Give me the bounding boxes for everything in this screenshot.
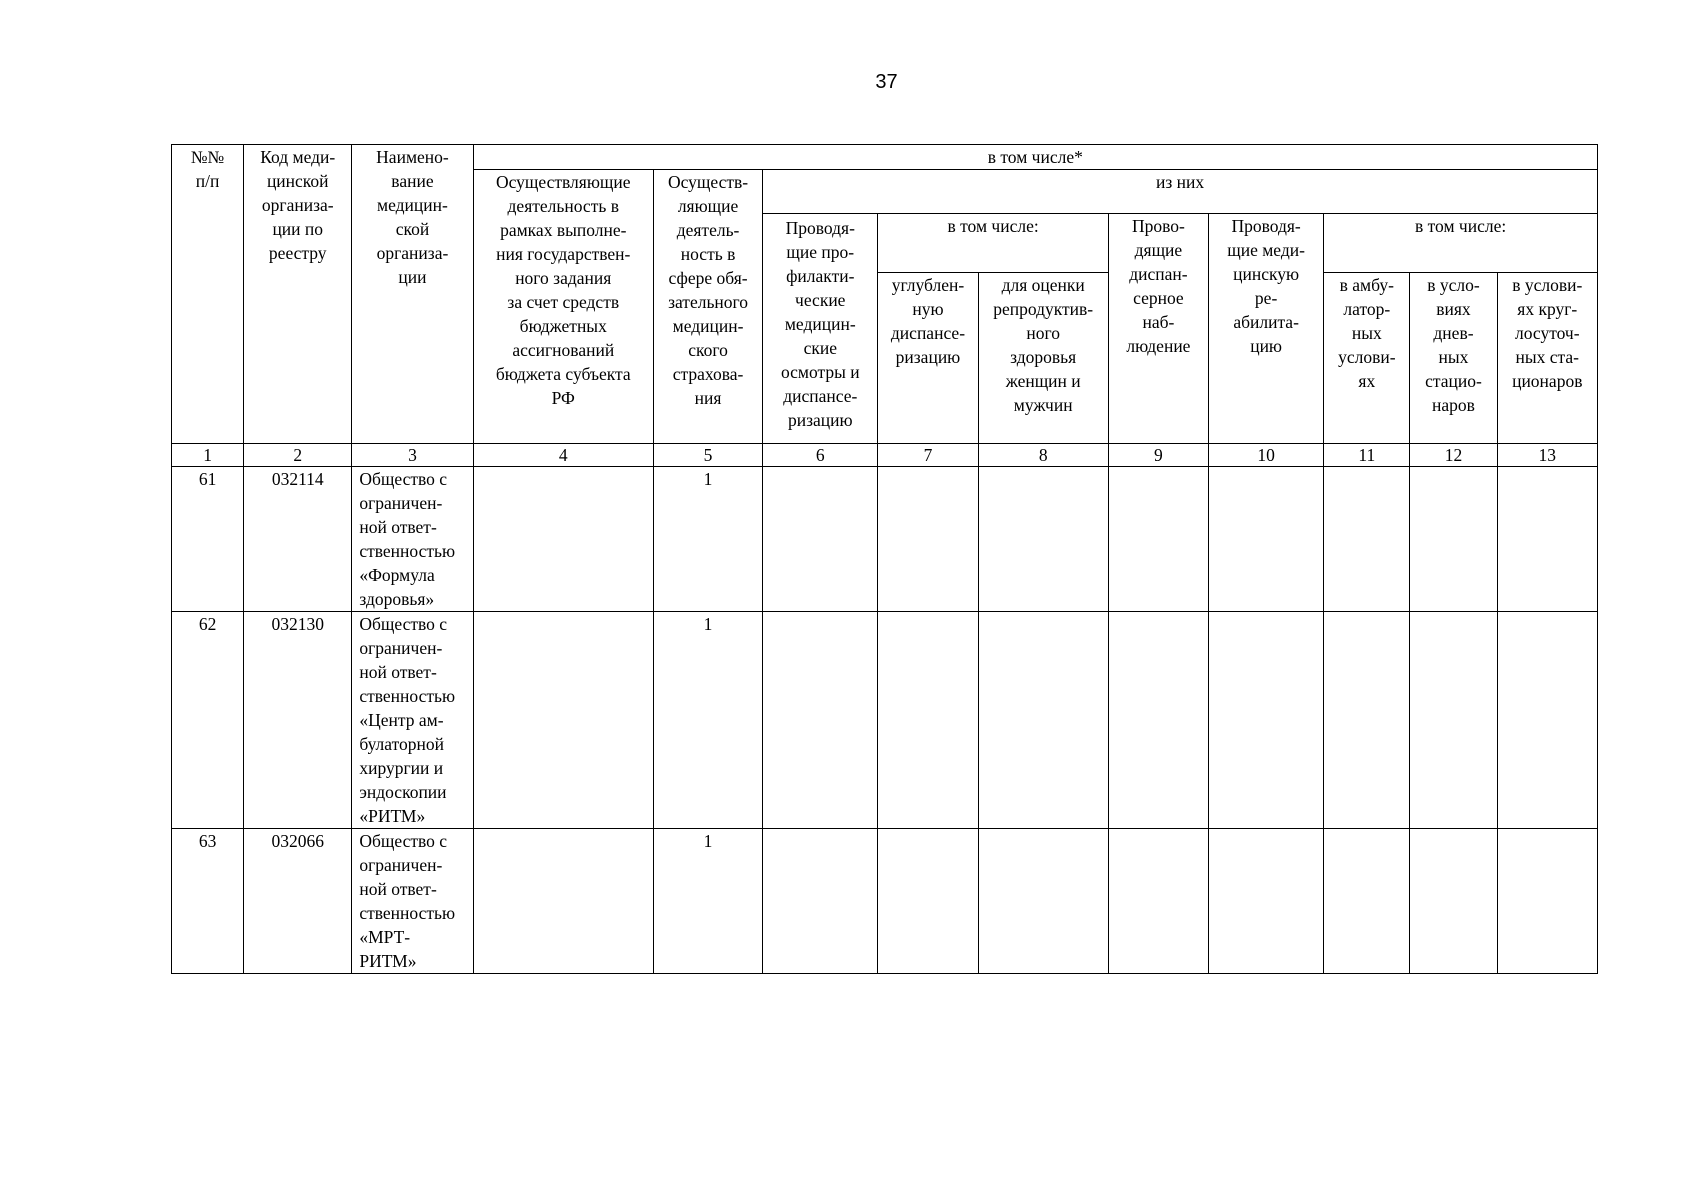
row-number: 62	[172, 612, 244, 829]
text-line: ре-	[1254, 288, 1278, 308]
text-line: ственностью	[359, 686, 456, 706]
text-line: ственностью	[359, 541, 456, 561]
column-number: 13	[1497, 444, 1597, 467]
text-line: здоровья»	[359, 589, 435, 609]
text-line: ограничен-	[359, 638, 443, 658]
header-org-name	[352, 145, 473, 444]
text-line: бюджета субъекта	[495, 364, 631, 384]
oms-value: 1	[653, 467, 762, 612]
text-line: организа-	[376, 243, 449, 263]
text-line: РИТМ»	[359, 951, 417, 971]
text-line: цинской	[266, 171, 329, 191]
text-line: ных	[1351, 323, 1382, 343]
text-line: цинскую	[1233, 264, 1300, 284]
column-number: 11	[1324, 444, 1410, 467]
text-line: лосуточ-	[1515, 323, 1580, 343]
page-number: 37	[875, 71, 898, 93]
org-name	[352, 467, 473, 612]
column-number: 5	[653, 444, 762, 467]
text-line: вание	[391, 171, 434, 191]
text-line: ях	[1358, 371, 1376, 391]
text-line: реестру	[268, 243, 327, 263]
text-line: углублен-	[891, 275, 965, 295]
text-line: цию	[1250, 336, 1283, 356]
text-line: «Центр ам-	[359, 710, 444, 730]
text-line: булаторной	[359, 734, 445, 754]
text-line: п/п	[195, 171, 220, 191]
text-line: в усло-	[1427, 275, 1480, 295]
text-line: абилита-	[1233, 312, 1299, 332]
text-line: в услови-	[1512, 275, 1583, 295]
text-line: «МРТ-	[359, 927, 411, 947]
state-task-value	[473, 467, 653, 612]
text-line: «РИТМ»	[359, 806, 426, 826]
column-number: 1	[172, 444, 244, 467]
text-line: ляющие	[677, 196, 739, 216]
text-line: «Формула	[359, 565, 435, 585]
text-line: ную	[912, 299, 944, 319]
header-day-hospital	[1410, 273, 1497, 444]
text-line: Общество с	[359, 614, 448, 634]
column-number: 4	[473, 444, 653, 467]
text-line: ной ответ-	[359, 517, 437, 537]
text-line: осмотры и	[780, 362, 860, 382]
text-line: сфере обя-	[668, 268, 748, 288]
column-number: 8	[978, 444, 1108, 467]
text-line: ции по	[272, 219, 324, 239]
text-line: Общество с	[359, 469, 448, 489]
header-including: в том числе*	[473, 145, 1597, 170]
text-line: хирургии и	[359, 758, 444, 778]
text-line: репродуктив-	[993, 299, 1094, 319]
row-number: 61	[172, 467, 244, 612]
text-line: ческие	[795, 290, 846, 310]
text-line: ризацию	[895, 347, 961, 367]
state-task-value	[473, 612, 653, 829]
header-deep-dispensary	[878, 273, 978, 444]
text-line: для оценки	[1001, 275, 1085, 295]
text-line: ния государствен-	[496, 244, 631, 264]
text-line: ность в	[680, 244, 736, 264]
text-line: ственностью	[359, 903, 456, 923]
text-line: дящие	[1134, 240, 1183, 260]
text-line: в амбу-	[1339, 275, 1394, 295]
text-line: №№	[190, 147, 225, 167]
header-dispensary	[1108, 214, 1208, 444]
text-line: ного задания	[515, 268, 612, 288]
text-line: ных ста-	[1515, 347, 1580, 367]
header-prophylactic	[763, 214, 878, 444]
text-line: ские	[803, 338, 837, 358]
text-line: медицин-	[377, 195, 448, 215]
text-line: Проводя-	[1231, 216, 1301, 236]
text-line: стацио-	[1425, 371, 1482, 391]
text-line: наров	[1432, 395, 1475, 415]
registry-table	[171, 144, 1598, 974]
text-line: латор-	[1343, 299, 1391, 319]
text-line: ограничен-	[359, 493, 443, 513]
text-line: ассигнований	[512, 340, 615, 360]
text-line: Прово-	[1131, 216, 1185, 236]
column-number: 3	[352, 444, 473, 467]
header-row-number	[172, 145, 244, 444]
text-line: РФ	[551, 388, 575, 408]
text-line: медицин-	[784, 314, 856, 334]
text-line: днев-	[1433, 323, 1474, 343]
table-row	[172, 612, 1598, 829]
org-code: 032130	[244, 612, 352, 829]
text-line: деятельность в	[507, 196, 619, 216]
text-line: ной ответ-	[359, 662, 437, 682]
text-line: рамках выполне-	[500, 220, 627, 240]
text-line: бюджетных	[519, 316, 607, 336]
text-line: эндоскопии	[359, 782, 447, 802]
header-oms	[653, 170, 762, 444]
column-number: 7	[878, 444, 978, 467]
header-state-task	[473, 170, 653, 444]
org-code: 032066	[244, 829, 352, 974]
text-line: ского	[688, 340, 728, 360]
oms-value: 1	[653, 829, 762, 974]
table-row	[172, 829, 1598, 974]
text-line: ции	[398, 267, 427, 287]
text-line: ограничен-	[359, 855, 443, 875]
text-line: ризацию	[787, 410, 853, 430]
org-name	[352, 612, 473, 829]
text-line: щие про-	[786, 242, 855, 262]
text-line: диспан-	[1129, 264, 1188, 284]
text-line: женщин и	[1005, 371, 1081, 391]
text-line: мужчин	[1013, 395, 1073, 415]
header-round-clock	[1497, 273, 1597, 444]
column-numbers-row	[172, 444, 1598, 467]
header-ambulatory	[1324, 273, 1410, 444]
text-line: диспансе-	[890, 323, 966, 343]
text-line: виях	[1436, 299, 1471, 319]
text-line: ях круг-	[1517, 299, 1578, 319]
text-line: здоровья	[1010, 347, 1077, 367]
org-code: 032114	[244, 467, 352, 612]
text-line: страхова-	[672, 364, 744, 384]
org-name	[352, 829, 473, 974]
row-number: 63	[172, 829, 244, 974]
text-line: Осуществляющие	[496, 172, 631, 192]
header-including-a: в том числе:	[878, 214, 1108, 273]
header-reproductive	[978, 273, 1108, 444]
header-rehabilitation	[1209, 214, 1324, 444]
column-number: 6	[763, 444, 878, 467]
text-line: услови-	[1338, 347, 1396, 367]
text-line: Проводя-	[785, 218, 855, 238]
text-line: людение	[1126, 336, 1191, 356]
text-line: за счет средств	[507, 292, 620, 312]
column-number: 2	[244, 444, 352, 467]
text-line: ской	[395, 219, 430, 239]
text-line: ного	[1026, 323, 1060, 343]
text-line: зательного	[668, 292, 749, 312]
oms-value: 1	[653, 612, 762, 829]
text-line: наб-	[1142, 312, 1175, 332]
text-line: Наимено-	[376, 147, 449, 167]
text-line: ния	[694, 388, 722, 408]
column-number: 10	[1209, 444, 1324, 467]
state-task-value	[473, 829, 653, 974]
table-row	[172, 467, 1598, 612]
text-line: ных	[1438, 347, 1469, 367]
text-line: Осуществ-	[667, 172, 749, 192]
text-line: деятель-	[676, 220, 740, 240]
text-line: медицин-	[672, 316, 744, 336]
text-line: организа-	[261, 195, 334, 215]
text-line: филакти-	[786, 266, 855, 286]
text-line: ционаров	[1512, 371, 1583, 391]
header-including-b: в том числе:	[1324, 214, 1598, 273]
text-line: Код меди-	[260, 147, 336, 167]
text-line: Общество с	[359, 831, 448, 851]
column-number: 9	[1108, 444, 1208, 467]
text-line: щие меди-	[1227, 240, 1305, 260]
column-number: 12	[1410, 444, 1497, 467]
text-line: диспансе-	[783, 386, 858, 406]
text-line: ной ответ-	[359, 879, 437, 899]
text-line: серное	[1133, 288, 1184, 308]
header-org-code	[244, 145, 352, 444]
header-of-them: из них	[763, 170, 1598, 214]
